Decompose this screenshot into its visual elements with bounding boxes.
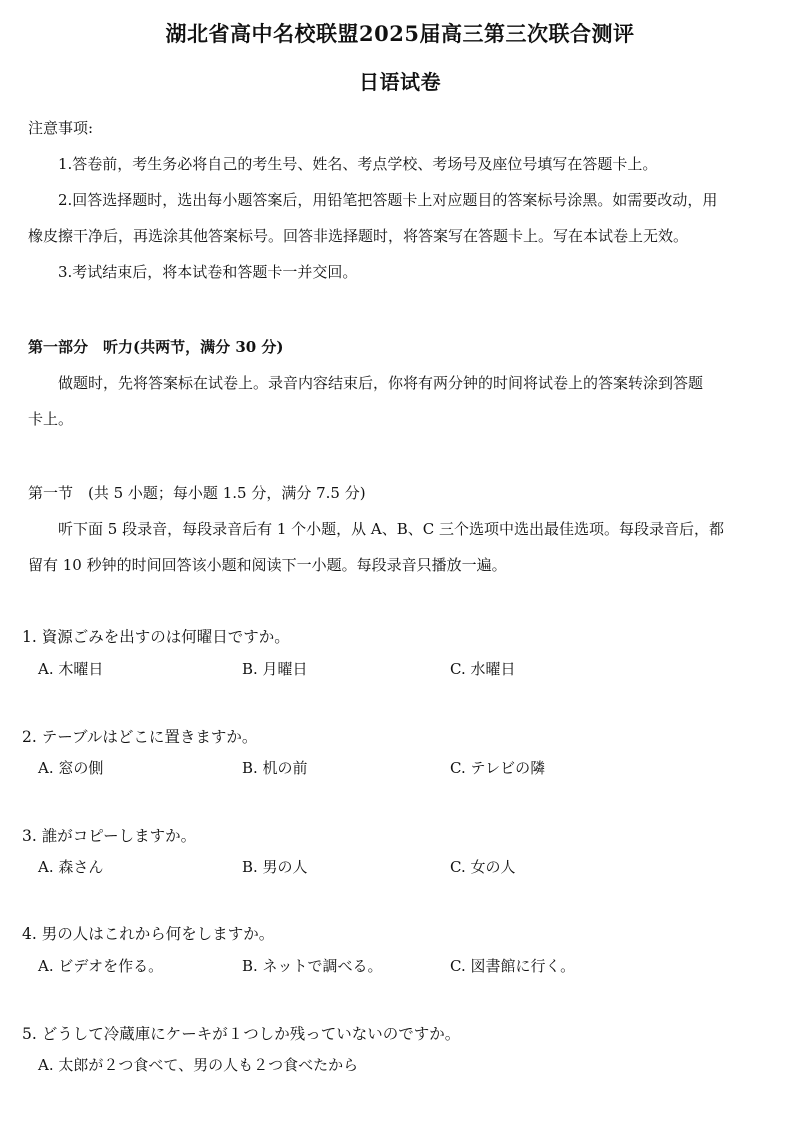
question-2-option-b: B. 机の前 [242, 759, 308, 777]
section-1-heading: 第一节 (共 5 小题；每小题 1.5 分，满分 7.5 分) [28, 484, 366, 502]
question-3-option-c: C. 女の人 [450, 858, 516, 876]
question-3-option-b: B. 男の人 [242, 858, 308, 876]
part-1-instruction-line-1: 做题时，先将答案标在试卷上。录音内容结束后，你将有两分钟的时间将试卷上的答案转涂到答题 [58, 374, 704, 392]
notice-item-3: 3.考试结束后，将本试卷和答题卡一并交回。 [58, 263, 358, 281]
question-1-option-c: C. 水曜日 [450, 660, 516, 678]
part-1-instruction-line-2: 卡上。 [28, 410, 74, 428]
question-2-option-c: C. テレビの隣 [450, 759, 546, 777]
question-4-option-c: C. 図書館に行く。 [450, 957, 576, 975]
question-5-stem: 5. どうして冷蔵庫にケーキが１つしか残っていないのですか。 [22, 1025, 461, 1043]
notice-item-2-line-1: 2.回答选择题时，选出每小题答案后，用铅笔把答题卡上对应题目的答案标号涂黑。如需要改动，用 [58, 191, 718, 209]
part-1-heading: 第一部分 听力(共两节，满分 30 分) [28, 338, 284, 356]
section-1-instruction-line-2: 留有 10 秒钟的时间回答该小题和阅读下一小题。每段录音只播放一遍。 [28, 556, 507, 574]
question-2-stem: 2. テーブルはどこに置きますか。 [22, 728, 258, 746]
exam-subtitle: 日语试卷 [359, 70, 441, 94]
section-1-instruction-line-1: 听下面 5 段录音，每段录音后有 1 个小题，从 A、B、C 三个选项中选出最佳选项。每段录音后，都 [58, 520, 725, 538]
question-1-option-a: A. 木曜日 [38, 660, 104, 678]
question-3-stem: 3. 誰がコピーしますか。 [22, 827, 197, 845]
question-2-option-a: A. 窓の側 [38, 759, 104, 777]
notice-item-2-line-2: 橡皮擦干净后，再选涂其他答案标号。回答非选择题时，将答案写在答题卡上。写在本试卷上无效。 [28, 227, 689, 245]
question-4-option-b: B. ネットで調べる。 [242, 957, 383, 975]
question-4-option-a: A. ビデオを作る。 [38, 957, 164, 975]
notice-item-1: 1.答卷前，考生务必将自己的考生号、姓名、考点学校、考场号及座位号填写在答题卡上。 [58, 155, 658, 173]
question-3-option-a: A. 森さん [38, 858, 104, 876]
question-1-option-b: B. 月曜日 [242, 660, 308, 678]
notice-heading: 注意事项: [28, 119, 94, 137]
question-1-stem: 1. 資源ごみを出すのは何曜日ですか。 [22, 628, 290, 646]
exam-title: 湖北省高中名校联盟2025届高三第三次联合测评 [165, 21, 635, 46]
question-4-stem: 4. 男の人はこれから何をしますか。 [22, 925, 275, 943]
question-5-option-a: A. 太郎が２つ食べて、男の人も２つ食べたから [38, 1056, 359, 1074]
